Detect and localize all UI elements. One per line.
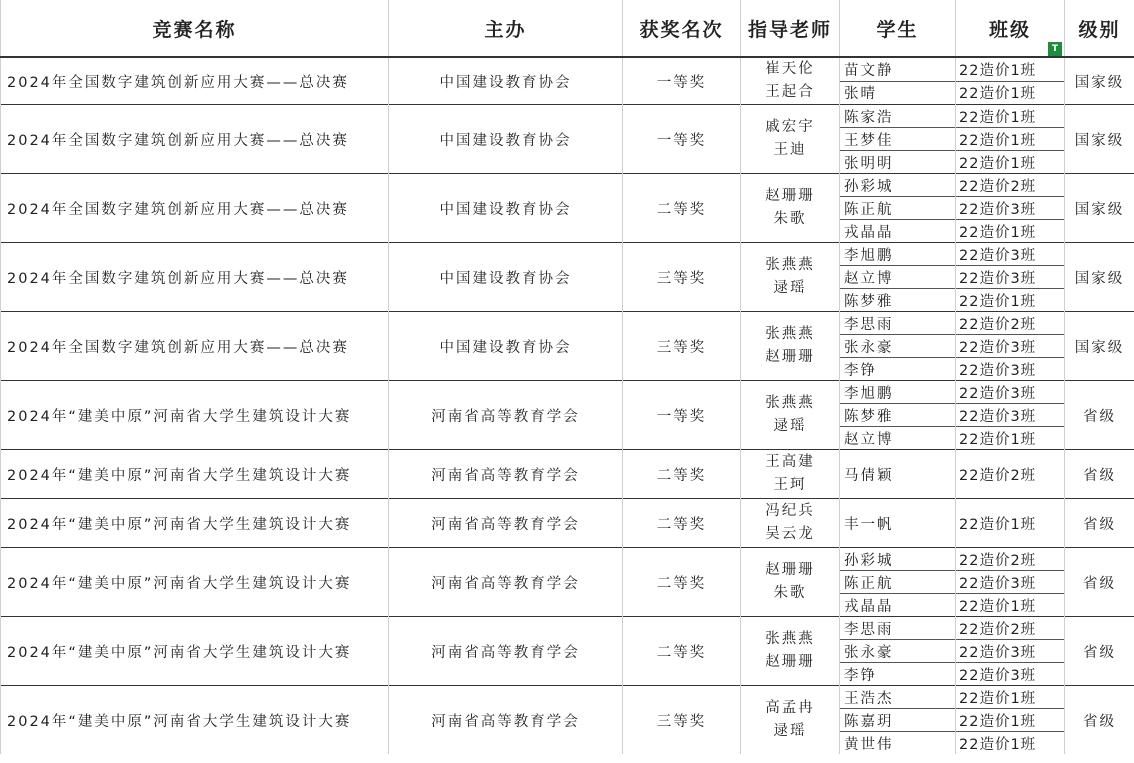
table-row [1, 381, 1134, 404]
teacher-name: 朱歌 [773, 585, 807, 601]
rank-cell[interactable]: 二等奖 [623, 617, 741, 686]
class-cell[interactable]: 22造价3班 [956, 381, 1065, 404]
teacher-cell[interactable] [741, 105, 840, 174]
level-cell[interactable]: 国家级 [1065, 243, 1134, 312]
table-row [1, 686, 1134, 709]
teacher-cell[interactable] [741, 174, 840, 243]
teacher-name: 王珂 [773, 477, 807, 493]
table-row [1, 617, 1134, 640]
teacher-name: 逯瑶 [773, 418, 807, 434]
table-row [1, 57, 1134, 81]
competition-name-cell[interactable]: 2024年全国数字建筑创新应用大赛——总决赛 [1, 174, 389, 243]
competition-name-cell[interactable]: 2024年全国数字建筑创新应用大赛——总决赛 [1, 105, 389, 174]
level-cell[interactable]: 省级 [1065, 617, 1134, 686]
class-cell[interactable]: 22造价1班 [956, 499, 1065, 548]
student-cell[interactable]: 孙彩城 [840, 174, 956, 197]
competition-name-cell[interactable]: 2024年“建美中原”河南省大学生建筑设计大赛 [1, 450, 389, 499]
teacher-cell[interactable] [741, 312, 840, 381]
host-cell[interactable]: 中国建设教育协会 [389, 174, 623, 243]
host-cell[interactable]: 河南省高等教育学会 [389, 686, 623, 755]
student-cell[interactable]: 陈正航 [840, 197, 956, 220]
student-cell[interactable]: 赵立博 [840, 266, 956, 289]
student-cell[interactable]: 李旭鹏 [840, 243, 956, 266]
teacher-cell[interactable] [741, 57, 840, 105]
class-cell[interactable]: 22造价1班 [956, 57, 1065, 81]
teacher-name: 王高建 [765, 454, 815, 470]
student-cell[interactable]: 张晴 [840, 81, 956, 105]
host-cell[interactable]: 河南省高等教育学会 [389, 617, 623, 686]
class-cell[interactable]: 22造价1班 [956, 427, 1065, 450]
class-cell[interactable]: 22造价1班 [956, 732, 1065, 755]
host-cell[interactable]: 中国建设教育协会 [389, 105, 623, 174]
teacher-name: 赵珊珊 [765, 349, 815, 365]
student-cell[interactable]: 张永豪 [840, 640, 956, 663]
rank-cell[interactable]: 二等奖 [623, 174, 741, 243]
student-cell[interactable]: 马倩颖 [840, 450, 956, 499]
table-row [1, 312, 1134, 335]
class-cell[interactable]: 22造价1班 [956, 151, 1065, 174]
teacher-cell[interactable] [741, 499, 840, 548]
class-cell[interactable]: 22造价1班 [956, 105, 1065, 128]
student-cell[interactable]: 戎晶晶 [840, 594, 956, 617]
rank-cell[interactable]: 三等奖 [623, 312, 741, 381]
student-cell[interactable]: 苗文静 [840, 57, 956, 81]
level-cell[interactable]: 省级 [1065, 450, 1134, 499]
student-cell[interactable]: 李铮 [840, 663, 956, 686]
student-cell[interactable]: 陈嘉玥 [840, 709, 956, 732]
class-cell[interactable]: 22造价2班 [956, 312, 1065, 335]
student-cell[interactable]: 王梦佳 [840, 128, 956, 151]
class-cell[interactable]: 22造价2班 [956, 174, 1065, 197]
level-cell[interactable]: 省级 [1065, 381, 1134, 450]
class-cell[interactable]: 22造价1班 [956, 81, 1065, 105]
table-row [1, 174, 1134, 197]
teacher-name: 王起合 [765, 84, 815, 100]
competition-name-cell[interactable]: 2024年“建美中原”河南省大学生建筑设计大赛 [1, 381, 389, 450]
competition-name-cell[interactable]: 2024年全国数字建筑创新应用大赛——总决赛 [1, 312, 389, 381]
teacher-name: 崔天伦 [765, 61, 815, 77]
class-cell[interactable]: 22造价3班 [956, 197, 1065, 220]
student-cell[interactable]: 张明明 [840, 151, 956, 174]
student-cell[interactable]: 李思雨 [840, 617, 956, 640]
teacher-cell[interactable] [741, 381, 840, 450]
teacher-name: 张燕燕 [765, 326, 815, 342]
student-cell[interactable]: 陈正航 [840, 571, 956, 594]
class-cell[interactable]: 22造价1班 [956, 128, 1065, 151]
header-host[interactable]: 主办 [389, 0, 623, 57]
competition-name-cell[interactable]: 2024年“建美中原”河南省大学生建筑设计大赛 [1, 686, 389, 755]
class-cell[interactable]: 22造价1班 [956, 289, 1065, 312]
rank-cell[interactable]: 一等奖 [623, 57, 741, 105]
class-cell[interactable]: 22造价3班 [956, 335, 1065, 358]
student-cell[interactable]: 戎晶晶 [840, 220, 956, 243]
rank-cell[interactable]: 三等奖 [623, 243, 741, 312]
class-cell[interactable]: 22造价3班 [956, 640, 1065, 663]
teacher-cell[interactable] [741, 548, 840, 617]
student-cell[interactable]: 李旭鹏 [840, 381, 956, 404]
level-cell[interactable]: 省级 [1065, 548, 1134, 617]
student-cell[interactable]: 张永豪 [840, 335, 956, 358]
rank-cell[interactable]: 一等奖 [623, 381, 741, 450]
table-row [1, 548, 1134, 571]
competition-name-cell[interactable]: 2024年“建美中原”河南省大学生建筑设计大赛 [1, 617, 389, 686]
teacher-name: 赵珊珊 [765, 562, 815, 578]
table-body [1, 57, 1134, 754]
level-cell[interactable]: 国家级 [1065, 105, 1134, 174]
header-student[interactable]: 学生 [840, 0, 956, 57]
level-cell[interactable]: 省级 [1065, 499, 1134, 548]
competition-name-cell[interactable]: 2024年“建美中原”河南省大学生建筑设计大赛 [1, 548, 389, 617]
level-cell[interactable]: 国家级 [1065, 312, 1134, 381]
teacher-name: 王迪 [773, 142, 807, 158]
student-cell[interactable]: 陈梦雅 [840, 289, 956, 312]
level-cell[interactable]: 国家级 [1065, 57, 1134, 105]
teacher-name: 戚宏宇 [765, 119, 815, 135]
table-row [1, 243, 1134, 266]
table-row [1, 499, 1134, 548]
class-cell[interactable]: 22造价1班 [956, 709, 1065, 732]
host-cell[interactable]: 中国建设教育协会 [389, 57, 623, 105]
student-cell[interactable]: 陈梦雅 [840, 404, 956, 427]
teacher-name: 逯瑶 [773, 280, 807, 296]
student-cell[interactable]: 李铮 [840, 358, 956, 381]
teacher-name: 张燕燕 [765, 631, 815, 647]
host-cell[interactable]: 中国建设教育协会 [389, 312, 623, 381]
teacher-name: 赵珊珊 [765, 654, 815, 670]
rank-cell[interactable]: 三等奖 [623, 686, 741, 755]
teacher-cell[interactable] [741, 450, 840, 499]
competition-name-cell[interactable]: 2024年全国数字建筑创新应用大赛——总决赛 [1, 57, 389, 105]
class-cell[interactable]: 22造价2班 [956, 450, 1065, 499]
class-cell[interactable]: 22造价3班 [956, 266, 1065, 289]
competition-name-cell[interactable]: 2024年“建美中原”河南省大学生建筑设计大赛 [1, 499, 389, 548]
class-cell[interactable]: 22造价1班 [956, 594, 1065, 617]
class-cell[interactable]: 22造价2班 [956, 548, 1065, 571]
rank-cell[interactable]: 二等奖 [623, 548, 741, 617]
header-teacher[interactable]: 指导老师 [741, 0, 840, 57]
rank-cell[interactable]: 二等奖 [623, 499, 741, 548]
class-cell[interactable]: 22造价3班 [956, 404, 1065, 427]
class-cell[interactable]: 22造价1班 [956, 220, 1065, 243]
header-row [1, 0, 1134, 57]
teacher-name: 张燕燕 [765, 257, 815, 273]
host-cell[interactable]: 河南省高等教育学会 [389, 499, 623, 548]
competition-name-cell[interactable]: 2024年全国数字建筑创新应用大赛——总决赛 [1, 243, 389, 312]
level-cell[interactable]: 国家级 [1065, 174, 1134, 243]
teacher-name: 吴云龙 [765, 526, 815, 542]
student-cell[interactable]: 丰一帆 [840, 499, 956, 548]
class-cell[interactable]: 22造价3班 [956, 243, 1065, 266]
teacher-name: 张燕燕 [765, 395, 815, 411]
student-cell[interactable]: 黄世伟 [840, 732, 956, 755]
teacher-name: 冯纪兵 [765, 503, 815, 519]
teacher-name: 朱歌 [773, 211, 807, 227]
host-cell[interactable]: 河南省高等教育学会 [389, 548, 623, 617]
teacher-cell[interactable] [741, 686, 840, 755]
teacher-cell[interactable] [741, 243, 840, 312]
header-competition[interactable]: 竞赛名称 [1, 0, 389, 57]
student-cell[interactable]: 孙彩城 [840, 548, 956, 571]
cell-comment-flag-icon[interactable]: T [1048, 42, 1062, 56]
host-cell[interactable]: 中国建设教育协会 [389, 243, 623, 312]
class-cell[interactable]: 22造价3班 [956, 358, 1065, 381]
header-class[interactable]: 班级 [956, 0, 1065, 57]
class-cell[interactable]: 22造价3班 [956, 571, 1065, 594]
host-cell[interactable]: 河南省高等教育学会 [389, 381, 623, 450]
teacher-name: 逯瑶 [773, 723, 807, 739]
class-cell[interactable]: 22造价2班 [956, 617, 1065, 640]
class-cell[interactable]: 22造价1班 [956, 686, 1065, 709]
student-cell[interactable]: 李思雨 [840, 312, 956, 335]
host-cell[interactable]: 河南省高等教育学会 [389, 450, 623, 499]
header-rank[interactable]: 获奖名次 [623, 0, 741, 57]
class-cell[interactable]: 22造价3班 [956, 663, 1065, 686]
level-cell[interactable]: 省级 [1065, 686, 1134, 755]
rank-cell[interactable]: 一等奖 [623, 105, 741, 174]
teacher-name: 赵珊珊 [765, 188, 815, 204]
table-row [1, 450, 1134, 499]
student-cell[interactable]: 陈家浩 [840, 105, 956, 128]
teacher-name: 高孟冉 [765, 700, 815, 716]
table-row [1, 105, 1134, 128]
teacher-cell[interactable] [741, 617, 840, 686]
student-cell[interactable]: 赵立博 [840, 427, 956, 450]
header-level[interactable]: 级别 [1065, 0, 1134, 57]
rank-cell[interactable]: 二等奖 [623, 450, 741, 499]
student-cell[interactable]: 王浩杰 [840, 686, 956, 709]
